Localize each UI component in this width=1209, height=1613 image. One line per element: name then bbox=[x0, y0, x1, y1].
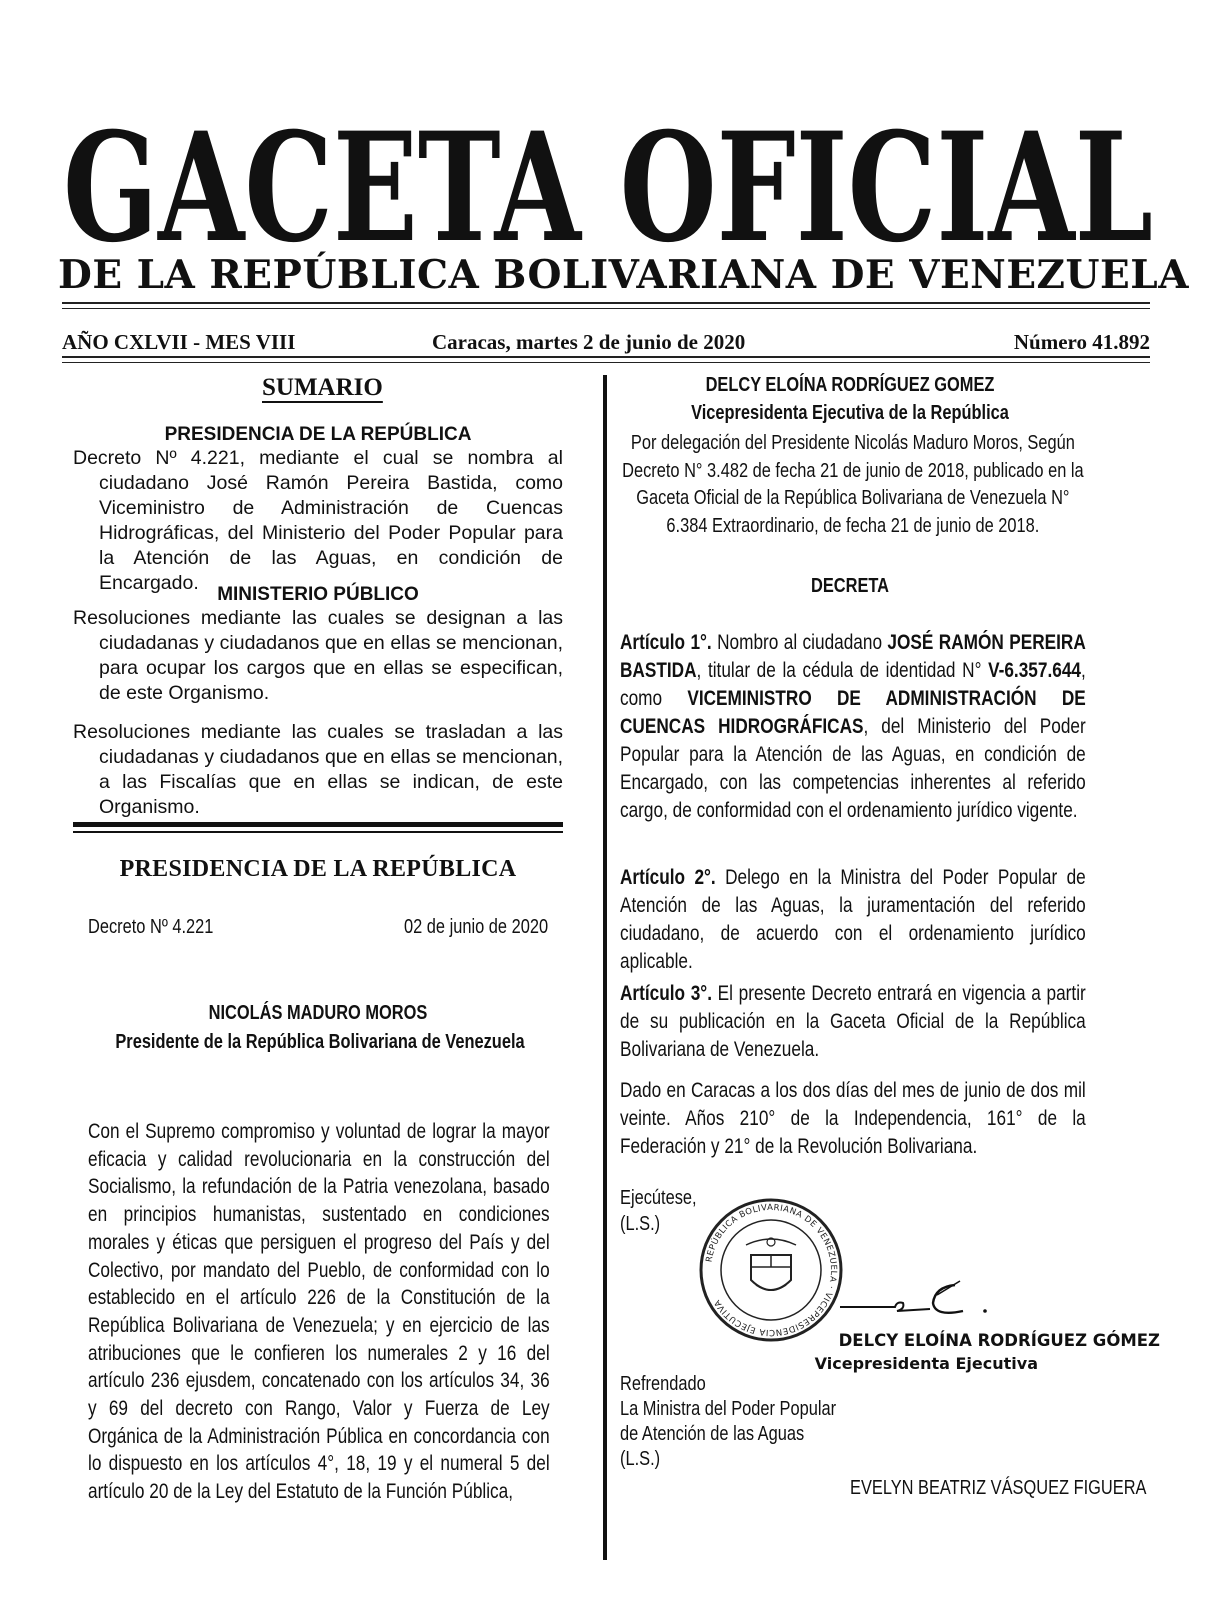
president-name: NICOLÁS MADURO MOROS bbox=[208, 1002, 428, 1024]
ls-mark: (L.S.) bbox=[620, 1213, 661, 1235]
appointee-name: JOSÉ RAMÓN PEREIRA BASTIDA bbox=[620, 631, 1086, 682]
sumario-title: SUMARIO bbox=[262, 374, 383, 401]
decreta-heading: DECRETA bbox=[810, 575, 890, 597]
header-rule-top bbox=[62, 302, 1150, 304]
article-2-label: Artículo 2°. bbox=[620, 866, 716, 889]
article-1-label: Artículo 1°. bbox=[620, 631, 712, 654]
sumario-entry: Resoluciones mediante las cuales se designan a las ciudadanas y ciudadanos que en ellas se mencionan, para ocupar los cargos que en ellas se especifican, de este Organismo. bbox=[73, 607, 563, 704]
sumario-heading-presidencia: PRESIDENCIA DE LA REPÚBLICA bbox=[164, 424, 472, 445]
ls-mark: (L.S.) bbox=[620, 1448, 661, 1470]
vp-name: DELCY ELOÍNA RODRÍGUEZ GOMEZ bbox=[705, 374, 995, 396]
section-title: PRESIDENCIA DE LA REPÚBLICA bbox=[119, 856, 517, 882]
sumario-entry: Decreto Nº 4.221, mediante el cual se nombra al ciudadano José Ramón Pereira Bastida, como Viceministro de Administración de Cuencas Hidrográficas, del Ministerio del Poder Popular para la Atención de las Aguas, en condición de Encargado. bbox=[73, 447, 563, 594]
sumario-entry: Resoluciones mediante las cuales se trasladan a las ciudadanas y ciudadanos que en ellas se mencionan, a las Fiscalías que en ellas se indican, de este Organismo. bbox=[73, 721, 563, 818]
section-divider bbox=[73, 822, 563, 827]
refrendado: Refrendado bbox=[620, 1373, 706, 1395]
article-3: Artículo 3°. El presente Decreto entrará en vigencia a partir de su publicación en la Gaceta Oficial de la República Bolivariana de Venezuela. bbox=[620, 982, 1086, 1061]
given-text: Dado en Caracas a los dos días del mes de junio de dos mil veinte. Años 210° de la Independencia, 161° de la Federación y 21° de la Revolución Bolivariana. bbox=[620, 1079, 1086, 1158]
article-1: Artículo 1°. Nombro al ciudadano JOSÉ RAMÓN PEREIRA BASTIDA, titular de la cédula de identidad N° V-6.357.644, como VICEMINISTRO DE ADMINISTRACIÓN DE CUENCAS HIDROGRÁFICAS, del Ministerio del Poder Popular para la Atención de las Aguas, en condición de Encargado, con las competencias inherentes al referido cargo, de conformidad con el ordenamiento jurídico vigente. bbox=[620, 631, 1086, 822]
header-rule-top-thin bbox=[62, 308, 1150, 309]
appointee-post: VICEMINISTRO DE ADMINISTRACIÓN DE CUENCAS HIDROGRÁFICAS bbox=[620, 687, 1086, 738]
ejecutese: Ejecútese, bbox=[620, 1187, 697, 1209]
decree-preamble: Con el Supremo compromiso y voluntad de lograr la mayor eficacia y calidad revolucionaria en la construcción del Socialismo, la refundación de la Patria venezolana, basado en principios humanistas, sustentado en condiciones morales y éticas que persiguen el progreso del País y del Colectivo, por mandato del Pueblo, de conformidad con lo establecido en el artículo 226 de la Constitución de la República Bolivariana de Venezuela; y en ejercicio de las atribuciones que le confieren los numerales 2 y 16 del artículo 236 ejusdem, concatenado con los artículos 34, 36 y 69 del decreto con Rango, Valor y Fuerza de Ley Orgánica de la Administración Pública en concordancia con lo dispuesto en los artículos 4°, 18, 19 y el numeral 5 del artículo 20 de la Ley del Estatuto de la Función Pública, bbox=[88, 1120, 550, 1504]
minister-line-1: La Ministra del Poder Popular bbox=[620, 1398, 837, 1420]
sumario-heading-ministerio: MINISTERIO PÚBLICO bbox=[217, 584, 419, 605]
delegation-text: Por delegación del Presidente Nicolás Maduro Moros, Según Decreto N° 3.482 de fecha 21 de junio de 2018, publicado en la Gaceta Oficial de la República Bolivariana de Venezuela N° 6.384 Extraordinario, de fecha 21 de junio de 2018. bbox=[622, 432, 1084, 537]
appointee-id: V-6.357.644 bbox=[988, 659, 1081, 682]
president-title: Presidente de la República Bolivariana de Venezuela bbox=[115, 1031, 525, 1053]
column-divider bbox=[603, 375, 607, 1560]
minister-name: EVELYN BEATRIZ VÁSQUEZ FIGUERA bbox=[850, 1477, 1147, 1499]
signer-title: Vicepresidenta Ejecutiva bbox=[814, 1354, 1038, 1373]
header-rule-bottom-thin bbox=[62, 362, 1150, 363]
decree-number: Decreto Nº 4.221 bbox=[88, 916, 214, 938]
masthead-subtitle: DE LA REPÚBLICA BOLIVARIANA DE VENEZUELA bbox=[58, 252, 1189, 298]
signer-name: DELCY ELOÍNA RODRÍGUEZ GÓMEZ bbox=[838, 1331, 1160, 1350]
handwritten-signature bbox=[835, 1265, 1005, 1325]
vp-title: Vicepresidenta Ejecutiva de la República bbox=[691, 402, 1009, 424]
issue-year-month: AÑO CXLVII - MES VIII bbox=[62, 330, 296, 354]
minister-line-2: de Atención de las Aguas bbox=[620, 1423, 805, 1445]
issue-number: Número 41.892 bbox=[1013, 330, 1150, 354]
svg-text:REPÚBLICA BOLIVARIANA DE VENEZ: REPÚBLICA BOLIVARIANA DE VENEZUELA · VICEPRESIDENCIA EJECUTIVA bbox=[704, 1202, 839, 1338]
decree-date: 02 de junio de 2020 bbox=[404, 916, 549, 938]
article-2: Artículo 2°. Delego en la Ministra del Poder Popular de Atención de las Aguas, la juramentación del referido ciudadano, de acuerdo con el ordenamiento jurídico aplicable. bbox=[620, 866, 1086, 973]
article-3-label: Artículo 3°. bbox=[620, 982, 712, 1005]
header-rule-bottom bbox=[62, 356, 1150, 358]
section-divider-thin bbox=[73, 831, 563, 833]
issue-date: Caracas, martes 2 de junio de 2020 bbox=[432, 330, 746, 354]
svg-text:GACETA OFICIAL: GACETA OFICIAL bbox=[63, 100, 1153, 276]
official-seal bbox=[696, 1195, 846, 1345]
